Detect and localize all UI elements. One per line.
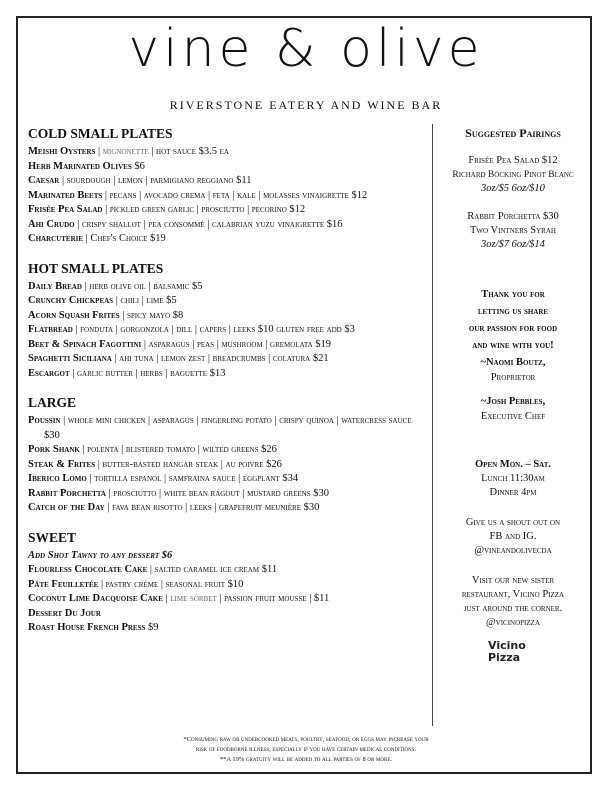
menu-section (28, 126, 428, 247)
menu-item (28, 323, 428, 338)
menu-item-name: Herb Marinated Olives (28, 160, 132, 172)
menu-item-details: | fava bean risotto | leeks | grapefruit meunière $30 (104, 502, 320, 513)
pairings-heading: Suggested Pairings (465, 126, 561, 140)
menu-item-name: Roast House French Press (28, 622, 146, 633)
menu-item-name: Pork Shank (28, 444, 80, 455)
menu-item-details: | tortilla espanol | samfraina sauce | eggplant $34 (86, 473, 299, 484)
menu-item-details: | pickled green garlic | prosciutto | pecorino $12 (102, 204, 306, 215)
menu-item-details: | asparagus | peas | mushroom | gremolata $19 (141, 338, 332, 350)
menu-item-name: Pâte Feuilletée (28, 578, 99, 590)
menu-item-details: | herb olive oil | balsamic $5 (81, 280, 203, 292)
menu-item (28, 458, 428, 473)
menu-item-details: | crispy shallot | pea consommé | calabrian yuzu vinaigrette $16 (74, 218, 343, 230)
menu-item-option: mignonette (102, 146, 149, 157)
chef-name: ~Josh Pebbles, (480, 396, 546, 407)
menu-item-details: | polenta | blistered tomato | wilted greens $26 (79, 444, 277, 455)
menu-item-name: Coconut Lime Dacquoise Cake (28, 593, 163, 604)
menu-item-name: Caesar (28, 175, 60, 186)
menu-item-name: Flourless Chocolate Cake (28, 564, 148, 575)
menu-item-details: | pecans | avocado crema | feta | kale | molasses vinaigrette $12 (102, 189, 368, 201)
menu-item (28, 414, 428, 443)
menu-item-name: Escargot (28, 367, 70, 379)
menu-item-details: | ahi tuna | lemon zest | breadcrumbs | colatura $21 (111, 353, 329, 364)
menu-item (28, 189, 428, 204)
section-title: HOT SMALL PLATES (28, 260, 164, 276)
menu-item-name: Rabbit Porchetta (28, 487, 106, 499)
menu-item (28, 487, 428, 502)
menu-item (28, 367, 428, 382)
pairing-price: 3oz/$5 6oz/$10 (481, 183, 545, 194)
menu-section (28, 530, 428, 636)
menu-item-name: Catch of the Day (28, 502, 105, 513)
menu-item-name: Flatbread (28, 324, 73, 335)
chef-title: Executive Chef (480, 411, 546, 422)
vicino-pizza-logo: Vicino Pizza (488, 639, 526, 664)
menu-item-details: | garlic butter | herbs | baguette $13 (69, 367, 226, 379)
pairing-price: 3oz/$7 6oz/$14 (481, 239, 545, 250)
menu-item-name: Add Shot Tawny to any dessert $6 (28, 549, 173, 561)
proprietor-title: Proprietor (490, 372, 536, 383)
menu-item-details: | fonduta | gorgonzola | dill | capers | leeks $10 gluten free add $3 (72, 324, 355, 335)
menu-item-name: Acorn Squash Frites (28, 309, 120, 321)
social-message: Give us a shout out on FB and IG. @vineandolivecda (465, 517, 561, 556)
pairing-wine: Two Vintners Syrah (470, 225, 556, 236)
menu-item: Coconut Lime Dacquoise Cake | lime sorbet | passion fruit mousse | $11 (28, 593, 330, 604)
menu-item-details: $9 (145, 622, 159, 633)
menu-item (28, 309, 428, 324)
menu-item (28, 443, 428, 458)
menu-item (28, 232, 428, 247)
menu-item-name: Frisée Pea Salad (28, 204, 103, 215)
pairing-dish: Rabbit Porchetta $30 (467, 211, 559, 222)
menu-item-details: | whole mini chicken | asparagus | fingerling potato | crispy quinoa | watercress sauce $30 (44, 415, 412, 441)
menu-item (28, 338, 428, 353)
restaurant-logo: vine & olive (128, 19, 484, 79)
menu-item-option: lime sorbet (170, 593, 217, 604)
menu-item-name: Crunchy Chickpeas (28, 295, 114, 306)
pairing-wine: Richard Böcking Pinot Blanc (452, 170, 574, 180)
hours-title: Open Mon. – Sat. (475, 459, 551, 470)
lunch-hours: Lunch 11:30am (481, 473, 545, 484)
menu-item (28, 280, 428, 295)
menu-item (28, 174, 428, 189)
menu-item-details: | salted caramel ice cream $11 (147, 564, 278, 575)
menu-item (28, 549, 428, 564)
menu-item-details: | Chef's Choice $19 (83, 233, 166, 244)
menu-item-details: | sourdough | lemon | parmigiano reggiano $11 (59, 175, 252, 186)
menu-item (28, 621, 428, 636)
menu-item-details: $6 (131, 160, 145, 172)
menu-item-details: | hot sauce $3.5 ea (148, 146, 229, 157)
menu-item (28, 352, 428, 367)
menu-item-name: Ahi Crudo (28, 218, 75, 230)
menu-item (28, 501, 428, 516)
section-title: SWEET (28, 529, 77, 545)
menu-section (28, 261, 428, 382)
menu-item-name: Poussin (28, 415, 61, 426)
dinner-hours: Dinner 4pm (489, 487, 537, 498)
menu-item-details: | passion fruit mousse | $11 (216, 593, 330, 604)
sidebar (438, 126, 588, 664)
column-divider (432, 124, 433, 726)
menu-item-details: | prosciutto | white bean ragout | mustard greens $30 (105, 487, 329, 499)
menu-item-name: Steak & Frites (28, 458, 96, 470)
menu-item-name: Spaghetti Siciliana (28, 353, 112, 364)
thanks-message: Thank you for letting us share our passion for food and wine with you! ~Naomi Boutz, (468, 289, 558, 368)
section-title: COLD SMALL PLATES (28, 126, 173, 141)
menu-item: Meishi Oysters | mignonette | hot sauce $3.5 ea (28, 146, 229, 157)
footer-disclaimer: *Consuming raw or undercooked meats, poultry, seafood, or eggs may increase your risk of foodborne illness, especially if you have certain medical conditions. **A 19% gratuity will be added to all parties of 8 or more. (183, 736, 429, 763)
section-title: LARGE (28, 395, 77, 410)
menu-item (28, 218, 428, 233)
menu-item-details: | pastry crème | seasonal fruit $10 (98, 578, 244, 590)
menu-item (28, 578, 428, 593)
menu-item-name: Meishi Oysters (28, 146, 96, 157)
sister-restaurant-message: Visit our new sister restaurant, Vicino Pizza just around the corner. @vicinopizza (461, 575, 565, 628)
menu-section (28, 395, 428, 516)
menu-item-name: Iberico Lomo (28, 473, 87, 484)
menu-item-name: Beet & Spinach Fagottini (28, 338, 142, 350)
menu-item (28, 203, 428, 218)
menu-item (28, 607, 428, 622)
menu-item-name: Dessert Du Jour (28, 607, 101, 619)
menu-item-name: Marinated Beets (28, 189, 103, 201)
menu-item (28, 472, 428, 487)
menu-item (28, 160, 428, 175)
menu-item-details: | butter-basted hangar steak | au poivre $26 (95, 458, 282, 470)
menu-item-details: | spicy mayo $8 (119, 309, 184, 321)
menu-item (28, 294, 428, 309)
menu-item-name: Daily Bread (28, 280, 82, 292)
menu-item (28, 563, 428, 578)
menu-item-details: | chili | lime $5 (113, 295, 177, 306)
tagline: RIVERSTONE EATERY AND WINE BAR (169, 98, 443, 112)
menu-main-column (28, 126, 428, 650)
menu-item-name: Charcuterie (28, 233, 84, 244)
pairing-dish: Frisée Pea Salad $12 (468, 155, 558, 166)
